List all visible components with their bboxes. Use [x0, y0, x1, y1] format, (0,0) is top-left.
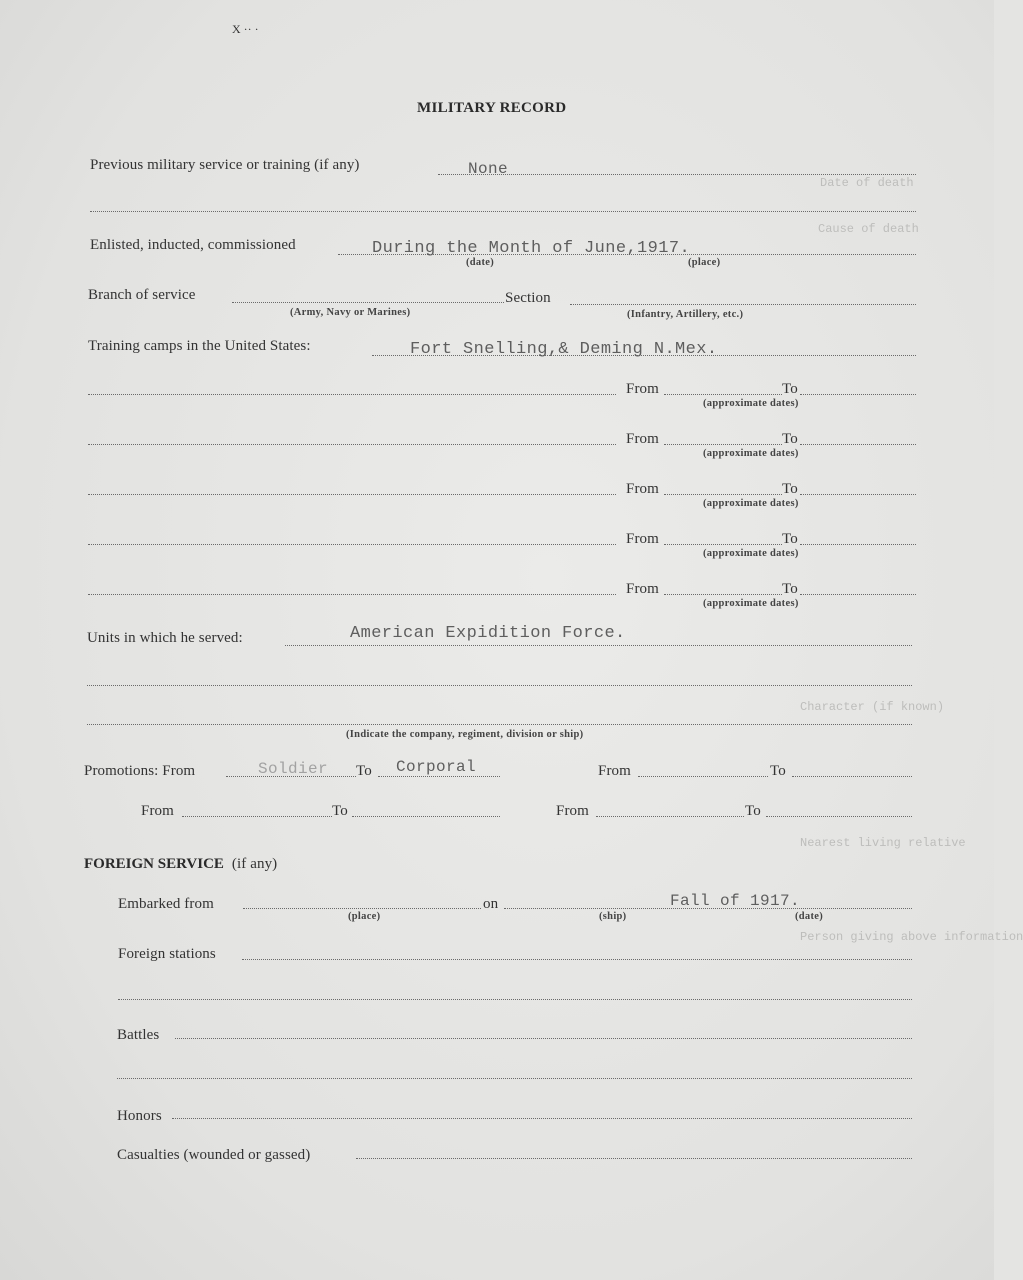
camp-to-label: To — [782, 481, 798, 497]
camp-to-line — [800, 544, 916, 545]
camp-to-line — [800, 394, 916, 395]
units-value: American Expidition Force. — [350, 624, 626, 643]
branch-line — [232, 302, 504, 303]
camp-dates-caption: (approximate dates) — [703, 448, 799, 459]
camp-dates-caption: (approximate dates) — [703, 498, 799, 509]
camp-from-label: From — [626, 431, 659, 447]
camp-from-label: From — [626, 581, 659, 597]
promotion-from-line — [596, 816, 744, 817]
training-camps-value: Fort Snelling,& Deming N.Mex. — [410, 340, 718, 359]
promotion-to-label: To — [745, 803, 761, 819]
camp-row-line — [88, 544, 616, 545]
casualties-label: Casualties (wounded or gassed) — [117, 1147, 311, 1163]
promotion-from-label: From — [141, 803, 174, 819]
page-title: MILITARY RECORD — [417, 100, 567, 116]
promotion-to-line — [766, 816, 912, 817]
enlisted-value: During the Month of June,1917. — [372, 239, 691, 258]
bleed-through-text: Character (if known) — [800, 700, 945, 714]
promotion-to-label: To — [356, 763, 372, 779]
camp-row-line — [88, 594, 616, 595]
camp-to-label: To — [782, 381, 798, 397]
units-caption: (Indicate the company, regiment, division or ship) — [346, 729, 584, 740]
camp-row-line — [88, 394, 616, 395]
camp-from-line — [664, 494, 782, 495]
foreign-stations-line — [242, 959, 912, 960]
foreign-service-heading — [84, 855, 277, 873]
promotion-from-line — [182, 816, 332, 817]
camp-dates-caption: (approximate dates) — [703, 548, 799, 559]
camp-to-label: To — [782, 531, 798, 547]
honors-label: Honors — [117, 1108, 162, 1124]
camp-to-label: To — [782, 581, 798, 597]
foreign-service-title: FOREIGN SERVICE — [84, 856, 224, 872]
previous-service-line-2 — [90, 211, 916, 212]
camp-dates-caption: (approximate dates) — [703, 598, 799, 609]
casualties-line — [356, 1158, 912, 1159]
promotion-to-line — [792, 776, 912, 777]
bleed-through-text: Date of death — [820, 176, 914, 190]
battles-line — [175, 1038, 912, 1039]
promotion-from-label: From — [598, 763, 631, 779]
section-label: Section — [505, 290, 551, 306]
camp-to-line — [800, 494, 916, 495]
bleed-through-text: Cause of death — [818, 222, 919, 236]
promotion-to-line — [378, 776, 500, 777]
battles-label: Battles — [117, 1027, 160, 1043]
section-line — [570, 304, 916, 305]
camp-from-line — [664, 394, 782, 395]
camp-from-label: From — [626, 531, 659, 547]
foreign-service-suffix: (if any) — [231, 856, 278, 872]
embarked-on-label: on — [483, 896, 499, 912]
section-caption: (Infantry, Artillery, etc.) — [627, 309, 744, 320]
promotion-to-label: To — [332, 803, 348, 819]
units-label: Units in which he served: — [87, 630, 243, 646]
camp-row-line — [88, 444, 616, 445]
embarked-date-value: Fall of 1917. — [670, 892, 801, 910]
bleed-through-text: Nearest living relative — [800, 836, 966, 850]
foreign-stations-line-2 — [118, 999, 912, 1000]
camp-to-label: To — [782, 431, 798, 447]
camp-dates-caption: (approximate dates) — [703, 398, 799, 409]
training-camps-label: Training camps in the United States: — [88, 338, 311, 354]
bleed-through-text: Person giving above information — [800, 930, 1023, 944]
foreign-stations-label: Foreign stations — [118, 946, 216, 962]
enlisted-label: Enlisted, inducted, commissioned — [90, 237, 296, 253]
enlisted-place-caption: (place) — [688, 257, 721, 268]
camp-from-line — [664, 444, 782, 445]
promotions-label: Promotions: From — [84, 763, 196, 779]
branch-caption: (Army, Navy or Marines) — [290, 307, 411, 318]
branch-label: Branch of service — [88, 287, 196, 303]
camp-from-label: From — [626, 481, 659, 497]
promotion-to-value: Corporal — [396, 758, 477, 776]
promotion-to-label: To — [770, 763, 786, 779]
camp-row-line — [88, 494, 616, 495]
previous-service-value: None — [468, 160, 509, 178]
embarked-ship-caption: (ship) — [599, 911, 627, 922]
camp-from-line — [664, 544, 782, 545]
embarked-date-caption: (date) — [795, 911, 824, 922]
promotion-to-line — [352, 816, 500, 817]
promotion-from-value: Soldier — [258, 760, 329, 778]
scratch-mark: X ·· · — [232, 22, 259, 36]
camp-from-line — [664, 594, 782, 595]
enlisted-date-caption: (date) — [466, 257, 495, 268]
camp-to-line — [800, 594, 916, 595]
units-line-2 — [87, 685, 912, 686]
promotion-from-line — [638, 776, 768, 777]
units-line — [285, 645, 912, 646]
previous-service-label: Previous military service or training (if any) — [90, 157, 360, 173]
embarked-label: Embarked from — [118, 896, 214, 912]
camp-from-label: From — [626, 381, 659, 397]
promotion-from-label: From — [556, 803, 589, 819]
battles-line-2 — [117, 1078, 912, 1079]
previous-service-line — [438, 174, 916, 175]
units-line-3 — [87, 724, 912, 725]
embarked-place-caption: (place) — [348, 911, 381, 922]
embarked-place-line — [243, 908, 481, 909]
honors-line — [172, 1118, 912, 1119]
camp-to-line — [800, 444, 916, 445]
